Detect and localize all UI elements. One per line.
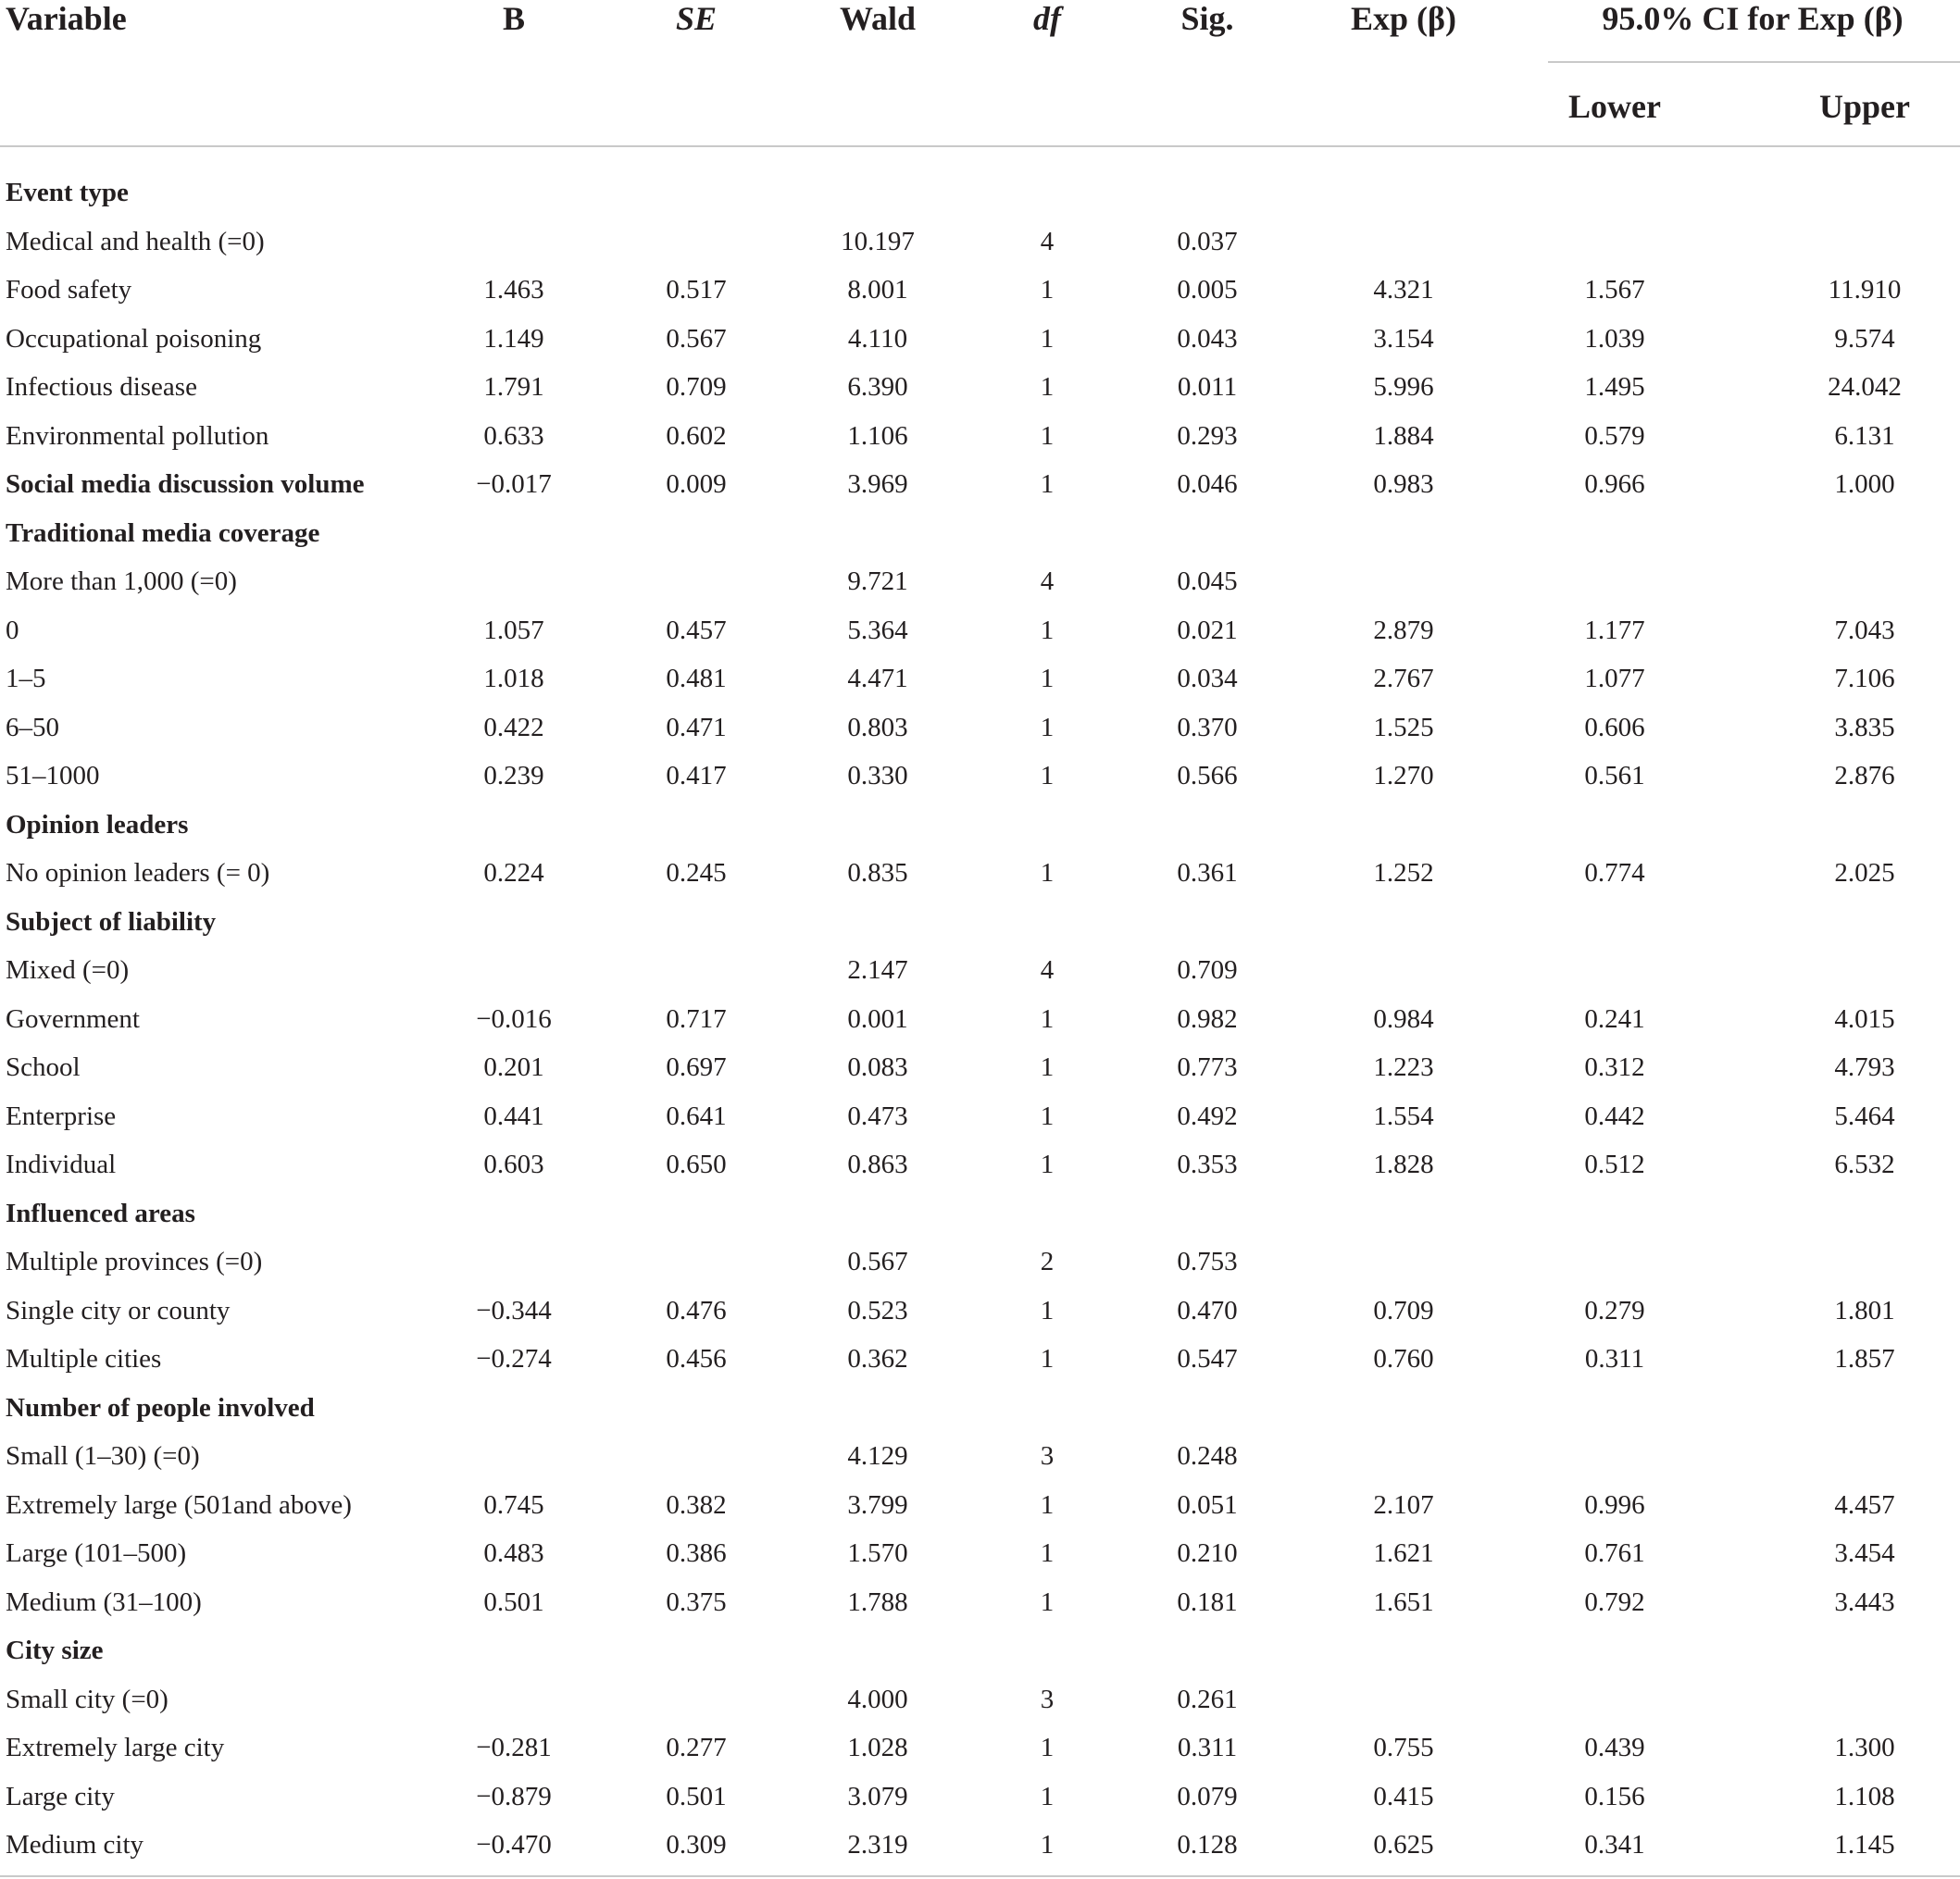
header-upper: Upper xyxy=(1819,88,1910,125)
group-header-row xyxy=(0,801,1960,850)
row-label: 0 xyxy=(6,615,19,645)
cell-lower: 0.996 xyxy=(1584,1489,1645,1520)
header-rule xyxy=(0,145,1960,147)
cell-se: 0.245 xyxy=(666,858,727,888)
cell-b: −0.017 xyxy=(476,469,552,499)
cell-wald: 0.803 xyxy=(847,712,908,742)
cell-upper: 1.300 xyxy=(1834,1733,1895,1762)
cell-wald: 1.788 xyxy=(847,1587,908,1617)
cell-lower: 0.341 xyxy=(1584,1830,1645,1860)
cell-se: 0.650 xyxy=(666,1150,727,1179)
group-header-row xyxy=(0,898,1960,947)
cell-sig: 0.046 xyxy=(1177,469,1238,499)
cell-lower: 0.156 xyxy=(1584,1781,1645,1811)
cell-df: 3 xyxy=(1040,1684,1055,1714)
row-label: School xyxy=(6,1052,81,1082)
cell-lower: 0.579 xyxy=(1584,420,1645,451)
row-label: Single city or county xyxy=(6,1295,231,1325)
cell-wald: 3.969 xyxy=(847,469,908,499)
cell-se: 0.386 xyxy=(666,1538,727,1568)
cell-sig: 0.043 xyxy=(1177,323,1238,354)
cell-exp: 3.154 xyxy=(1373,323,1434,354)
cell-df: 1 xyxy=(1040,858,1055,888)
header-se: SE xyxy=(675,0,718,37)
cell-sig: 0.051 xyxy=(1177,1489,1238,1520)
cell-lower: 0.442 xyxy=(1584,1101,1645,1131)
cell-upper: 1.801 xyxy=(1834,1295,1895,1325)
header-lower: Lower xyxy=(1568,88,1661,125)
cell-sig: 0.128 xyxy=(1177,1830,1238,1860)
cell-sig: 0.353 xyxy=(1177,1150,1238,1179)
cell-df: 1 xyxy=(1040,469,1055,499)
cell-exp: 0.984 xyxy=(1373,1003,1434,1034)
cell-sig: 0.079 xyxy=(1177,1781,1238,1811)
row-label: Food safety xyxy=(6,275,132,305)
cell-sig: 0.261 xyxy=(1177,1684,1238,1714)
cell-upper: 2.025 xyxy=(1834,858,1895,888)
table-row xyxy=(0,995,1960,1044)
table-row xyxy=(0,606,1960,655)
cell-sig: 0.566 xyxy=(1177,761,1238,790)
cell-wald: 4.129 xyxy=(847,1441,908,1471)
cell-exp: 2.879 xyxy=(1373,615,1434,645)
cell-df: 1 xyxy=(1040,1489,1055,1520)
cell-exp: 1.884 xyxy=(1373,420,1434,451)
cell-se: 0.481 xyxy=(666,664,727,693)
cell-upper: 3.835 xyxy=(1834,712,1895,742)
cell-se: 0.309 xyxy=(666,1830,727,1860)
cell-sig: 0.181 xyxy=(1177,1587,1238,1617)
cell-b: 0.483 xyxy=(483,1538,544,1568)
cell-lower: 1.495 xyxy=(1584,372,1645,402)
cell-b: −0.274 xyxy=(476,1344,552,1374)
cell-wald: 2.147 xyxy=(847,955,908,985)
cell-se: 0.567 xyxy=(666,323,727,354)
cell-df: 4 xyxy=(1040,566,1055,596)
cell-se: 0.501 xyxy=(666,1781,727,1811)
cell-wald: 8.001 xyxy=(847,275,908,305)
table-row xyxy=(0,1432,1960,1481)
cell-exp: 1.651 xyxy=(1373,1587,1434,1617)
table-body xyxy=(0,168,1960,1870)
cell-df: 1 xyxy=(1040,615,1055,645)
cell-wald: 5.364 xyxy=(847,615,908,645)
cell-se: 0.009 xyxy=(666,469,727,499)
cell-lower: 1.039 xyxy=(1584,323,1645,354)
cell-b: −0.879 xyxy=(476,1781,552,1811)
cell-df: 1 xyxy=(1040,1733,1055,1762)
header-wald: Wald xyxy=(839,0,917,37)
cell-upper: 1.857 xyxy=(1834,1344,1895,1374)
cell-exp: 1.554 xyxy=(1373,1101,1434,1131)
cell-upper: 3.454 xyxy=(1834,1538,1895,1568)
cell-b: 0.239 xyxy=(483,761,544,790)
cell-lower: 0.761 xyxy=(1584,1538,1645,1568)
row-label: Infectious disease xyxy=(6,372,197,402)
cell-b: 0.745 xyxy=(483,1489,544,1520)
table-row xyxy=(0,946,1960,995)
cell-df: 1 xyxy=(1040,420,1055,451)
row-label: Large (101–500) xyxy=(6,1538,187,1568)
cell-df: 1 xyxy=(1040,664,1055,693)
cell-wald: 0.567 xyxy=(847,1247,908,1276)
row-label: 51–1000 xyxy=(6,761,100,790)
table-row xyxy=(0,1238,1960,1287)
cell-upper: 4.015 xyxy=(1834,1003,1895,1034)
cell-upper: 3.443 xyxy=(1834,1587,1895,1617)
cell-lower: 0.439 xyxy=(1584,1733,1645,1762)
table-row xyxy=(0,1481,1960,1530)
cell-df: 1 xyxy=(1040,1003,1055,1034)
table-row xyxy=(0,363,1960,412)
cell-sig: 0.492 xyxy=(1177,1101,1238,1131)
cell-sig: 0.311 xyxy=(1177,1733,1238,1762)
cell-wald: 0.083 xyxy=(847,1052,908,1082)
cell-df: 1 xyxy=(1040,1101,1055,1131)
cell-exp: 0.709 xyxy=(1373,1295,1434,1325)
group-header-row xyxy=(0,1626,1960,1675)
cell-b: 0.201 xyxy=(483,1052,544,1082)
table-row xyxy=(0,752,1960,801)
cell-se: 0.717 xyxy=(666,1003,727,1034)
cell-wald: 6.390 xyxy=(847,372,908,402)
cell-sig: 0.011 xyxy=(1177,372,1238,402)
cell-exp: 0.983 xyxy=(1373,469,1434,499)
cell-se: 0.457 xyxy=(666,615,727,645)
table-row xyxy=(0,1335,1960,1384)
cell-exp: 0.755 xyxy=(1373,1733,1434,1762)
cell-exp: 1.252 xyxy=(1373,858,1434,888)
header-b: B xyxy=(502,0,526,37)
header-ci: 95.0% CI for Exp (β) xyxy=(1602,0,1904,37)
row-label: Multiple cities xyxy=(6,1344,162,1374)
cell-exp: 2.107 xyxy=(1373,1489,1434,1520)
cell-df: 2 xyxy=(1040,1247,1055,1276)
cell-lower: 0.312 xyxy=(1584,1052,1645,1082)
table-row xyxy=(0,1287,1960,1336)
cell-exp: 4.321 xyxy=(1373,275,1434,305)
cell-df: 1 xyxy=(1040,1538,1055,1568)
cell-b: 1.149 xyxy=(483,323,544,354)
cell-wald: 9.721 xyxy=(847,566,908,596)
cell-se: 0.641 xyxy=(666,1101,727,1131)
table-row xyxy=(0,1043,1960,1092)
row-label: More than 1,000 (=0) xyxy=(6,566,237,596)
cell-df: 1 xyxy=(1040,1344,1055,1374)
row-label: Occupational poisoning xyxy=(6,323,262,354)
cell-sig: 0.021 xyxy=(1177,615,1238,645)
row-label: Enterprise xyxy=(6,1101,117,1131)
cell-b: 0.633 xyxy=(483,420,544,451)
cell-wald: 4.110 xyxy=(847,323,908,354)
cell-se: 0.375 xyxy=(666,1587,727,1617)
cell-sig: 0.045 xyxy=(1177,566,1238,596)
cell-sig: 0.034 xyxy=(1177,664,1238,693)
table-row xyxy=(0,849,1960,898)
row-label: Environmental pollution xyxy=(6,420,269,451)
cell-upper: 11.910 xyxy=(1828,275,1902,305)
ci-subheader-rule xyxy=(1548,61,1960,63)
cell-b: 1.018 xyxy=(483,664,544,693)
row-label: Government xyxy=(6,1003,140,1034)
cell-lower: 0.966 xyxy=(1584,469,1645,499)
table-row xyxy=(0,1675,1960,1724)
header-exp: Exp (β) xyxy=(1351,0,1456,37)
cell-upper: 5.464 xyxy=(1834,1101,1895,1131)
cell-b: 0.501 xyxy=(483,1587,544,1617)
group-label: Opinion leaders xyxy=(6,809,189,840)
row-label: Individual xyxy=(6,1150,117,1179)
cell-b: 1.057 xyxy=(483,615,544,645)
cell-df: 1 xyxy=(1040,275,1055,305)
cell-se: 0.471 xyxy=(666,712,727,742)
cell-upper: 7.106 xyxy=(1834,664,1895,693)
cell-wald: 4.000 xyxy=(847,1684,908,1714)
cell-lower: 0.279 xyxy=(1584,1295,1645,1325)
cell-lower: 0.606 xyxy=(1584,712,1645,742)
row-label: Mixed (=0) xyxy=(6,955,130,985)
cell-exp: 1.525 xyxy=(1373,712,1434,742)
group-label: Subject of liability xyxy=(6,906,217,937)
row-label: Small city (=0) xyxy=(6,1684,169,1714)
cell-exp: 0.760 xyxy=(1373,1344,1434,1374)
table-row xyxy=(0,557,1960,606)
cell-df: 1 xyxy=(1040,372,1055,402)
cell-se: 0.709 xyxy=(666,372,727,402)
table-row xyxy=(0,315,1960,364)
cell-df: 4 xyxy=(1040,226,1055,256)
cell-lower: 1.567 xyxy=(1584,275,1645,305)
cell-lower: 0.241 xyxy=(1584,1003,1645,1034)
cell-wald: 0.863 xyxy=(847,1150,908,1179)
cell-sig: 0.547 xyxy=(1177,1344,1238,1374)
cell-sig: 0.293 xyxy=(1177,420,1238,451)
group-header-row xyxy=(0,168,1960,218)
row-label: 6–50 xyxy=(6,712,59,742)
cell-lower: 0.311 xyxy=(1584,1344,1645,1374)
table-row xyxy=(0,654,1960,703)
cell-upper: 4.793 xyxy=(1834,1052,1895,1082)
group-header-row xyxy=(0,1384,1960,1433)
table-row xyxy=(0,1773,1960,1822)
cell-b: −0.281 xyxy=(476,1733,552,1762)
table-row xyxy=(0,1821,1960,1870)
cell-sig: 0.370 xyxy=(1177,712,1238,742)
cell-b: 1.463 xyxy=(483,275,544,305)
cell-wald: 1.028 xyxy=(847,1733,908,1762)
row-label: No opinion leaders (= 0) xyxy=(6,858,270,888)
cell-df: 1 xyxy=(1040,1830,1055,1860)
table-row xyxy=(0,1723,1960,1773)
table-row xyxy=(0,1140,1960,1189)
cell-upper: 1.108 xyxy=(1834,1781,1895,1811)
group-label: Influenced areas xyxy=(6,1198,195,1228)
row-label: 1–5 xyxy=(6,664,46,693)
cell-sig: 0.037 xyxy=(1177,226,1238,256)
cell-upper: 9.574 xyxy=(1834,323,1895,354)
cell-upper: 24.042 xyxy=(1828,372,1902,402)
cell-b: 0.422 xyxy=(483,712,544,742)
cell-sig: 0.248 xyxy=(1177,1441,1238,1471)
cell-sig: 0.210 xyxy=(1177,1538,1238,1568)
cell-wald: 3.799 xyxy=(847,1489,908,1520)
row-label: Medical and health (=0) xyxy=(6,226,265,256)
cell-se: 0.517 xyxy=(666,275,727,305)
cell-sig: 0.982 xyxy=(1177,1003,1238,1034)
cell-df: 1 xyxy=(1040,761,1055,790)
cell-b: −0.470 xyxy=(476,1830,552,1860)
cell-wald: 1.570 xyxy=(847,1538,908,1568)
cell-b: −0.016 xyxy=(476,1003,552,1034)
cell-upper: 2.876 xyxy=(1834,761,1895,790)
cell-df: 1 xyxy=(1040,1052,1055,1082)
group-header-row xyxy=(0,460,1960,509)
table-row xyxy=(0,1578,1960,1627)
cell-wald: 0.523 xyxy=(847,1295,908,1325)
table-row xyxy=(0,266,1960,315)
group-label: Event type xyxy=(6,178,129,207)
table-row xyxy=(0,1529,1960,1578)
cell-lower: 0.561 xyxy=(1584,761,1645,790)
cell-lower: 1.077 xyxy=(1584,664,1645,693)
cell-se: 0.456 xyxy=(666,1344,727,1374)
cell-df: 4 xyxy=(1040,955,1055,985)
table-row xyxy=(0,218,1960,267)
table-row xyxy=(0,412,1960,461)
cell-sig: 0.361 xyxy=(1177,858,1238,888)
table-row xyxy=(0,1092,1960,1141)
cell-sig: 0.773 xyxy=(1177,1052,1238,1082)
group-header-row xyxy=(0,1189,1960,1238)
row-label: Medium (31–100) xyxy=(6,1587,202,1617)
cell-exp: 2.767 xyxy=(1373,664,1434,693)
cell-se: 0.476 xyxy=(666,1295,727,1325)
header-variable: Variable xyxy=(6,0,127,37)
group-header-row xyxy=(0,509,1960,558)
cell-lower: 0.512 xyxy=(1584,1150,1645,1179)
cell-upper: 6.131 xyxy=(1834,420,1895,451)
cell-exp: 5.996 xyxy=(1373,372,1434,402)
cell-exp: 0.415 xyxy=(1373,1781,1434,1811)
cell-wald: 3.079 xyxy=(847,1781,908,1811)
cell-wald: 0.473 xyxy=(847,1101,908,1131)
cell-se: 0.277 xyxy=(666,1733,727,1762)
cell-b: 1.791 xyxy=(483,372,544,402)
cell-wald: 0.330 xyxy=(847,761,908,790)
group-label: Number of people involved xyxy=(6,1392,315,1423)
cell-upper: 4.457 xyxy=(1834,1489,1895,1520)
row-label: Small (1–30) (=0) xyxy=(6,1441,200,1471)
cell-sig: 0.470 xyxy=(1177,1295,1238,1325)
cell-df: 1 xyxy=(1040,323,1055,354)
cell-wald: 0.362 xyxy=(847,1344,908,1374)
cell-se: 0.382 xyxy=(666,1489,727,1520)
cell-se: 0.417 xyxy=(666,761,727,790)
cell-df: 1 xyxy=(1040,712,1055,742)
cell-se: 0.697 xyxy=(666,1052,727,1082)
cell-sig: 0.753 xyxy=(1177,1247,1238,1276)
cell-wald: 0.001 xyxy=(847,1003,908,1034)
cell-sig: 0.709 xyxy=(1177,955,1238,985)
row-label: Extremely large city xyxy=(6,1733,225,1762)
cell-lower: 0.792 xyxy=(1584,1587,1645,1617)
group-label: Social media discussion volume xyxy=(6,469,365,499)
cell-exp: 1.828 xyxy=(1373,1150,1434,1179)
cell-df: 1 xyxy=(1040,1781,1055,1811)
cell-upper: 1.000 xyxy=(1834,469,1895,499)
cell-wald: 1.106 xyxy=(847,420,908,451)
table-row xyxy=(0,703,1960,753)
cell-lower: 1.177 xyxy=(1584,615,1645,645)
bottom-rule xyxy=(0,1875,1960,1877)
cell-wald: 2.319 xyxy=(847,1830,908,1860)
cell-df: 1 xyxy=(1040,1295,1055,1325)
row-label: Extremely large (501and above) xyxy=(6,1489,352,1520)
row-label: Large city xyxy=(6,1781,115,1811)
cell-exp: 0.625 xyxy=(1373,1830,1434,1860)
cell-b: −0.344 xyxy=(476,1295,552,1325)
cell-wald: 4.471 xyxy=(847,664,908,693)
cell-wald: 10.197 xyxy=(841,226,915,256)
cell-lower: 0.774 xyxy=(1584,858,1645,888)
cell-upper: 6.532 xyxy=(1834,1150,1895,1179)
cell-exp: 1.223 xyxy=(1373,1052,1434,1082)
table-header xyxy=(0,0,1960,148)
cell-wald: 0.835 xyxy=(847,858,908,888)
group-label: Traditional media coverage xyxy=(6,517,320,548)
cell-upper: 7.043 xyxy=(1834,615,1895,645)
cell-b: 0.603 xyxy=(483,1150,544,1179)
cell-df: 3 xyxy=(1040,1441,1055,1471)
group-label: City size xyxy=(6,1636,104,1665)
header-sig: Sig. xyxy=(1180,0,1234,37)
cell-sig: 0.005 xyxy=(1177,275,1238,305)
cell-upper: 1.145 xyxy=(1834,1830,1895,1860)
header-df: df xyxy=(1033,0,1061,37)
cell-df: 1 xyxy=(1040,1150,1055,1179)
row-label: Multiple provinces (=0) xyxy=(6,1247,263,1276)
cell-exp: 1.270 xyxy=(1373,761,1434,790)
cell-b: 0.224 xyxy=(483,858,544,888)
cell-exp: 1.621 xyxy=(1373,1538,1434,1568)
row-label: Medium city xyxy=(6,1830,144,1860)
cell-se: 0.602 xyxy=(666,420,727,451)
cell-df: 1 xyxy=(1040,1587,1055,1617)
cell-b: 0.441 xyxy=(483,1101,544,1131)
